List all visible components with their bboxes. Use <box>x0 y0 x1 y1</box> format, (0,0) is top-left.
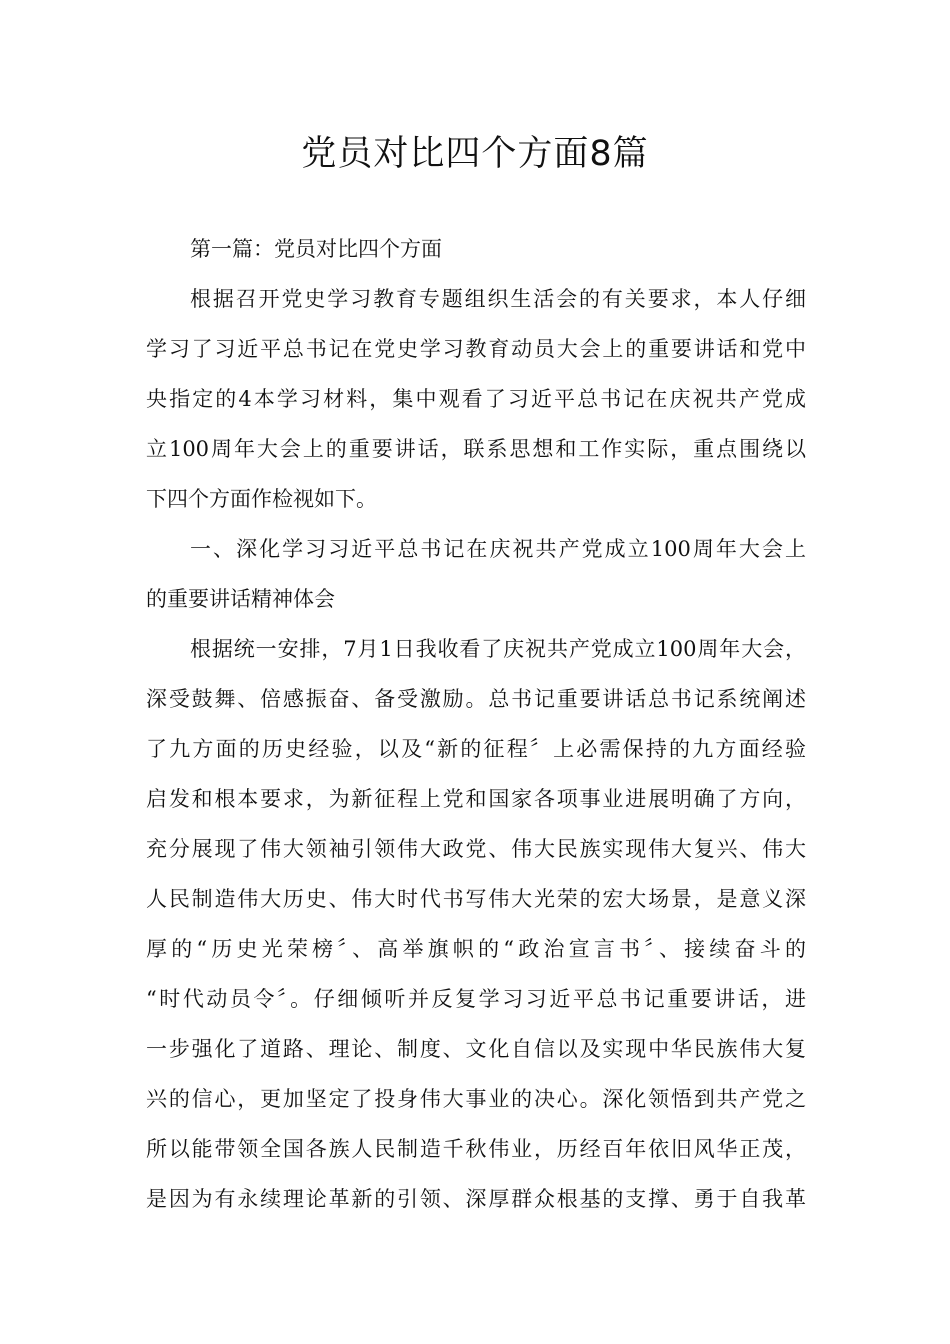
text-line: 厚的“历史光荣榜〞、高举旗帜的“政治宣言书〞、接续奋斗的 <box>146 937 806 961</box>
text-line: 一步强化了道路、理论、制度、文化自信以及实现中华民族伟大复 <box>146 1037 806 1061</box>
text-line: 学习了习近平总书记在党史学习教育动员大会上的重要讲话和党中 <box>146 337 806 361</box>
text-line: 根据统一安排，7月1日我收看了庆祝共产党成立100周年大会， <box>190 637 806 661</box>
text-line: 了九方面的历史经验，以及“新的征程〞上必需保持的九方面经验 <box>146 737 806 761</box>
paragraph-heading-one <box>146 524 806 624</box>
text-line: 根据召开党史学习教育专题组织生活会的有关要求，本人仔细 <box>190 287 806 311</box>
text-line: 启发和根本要求，为新征程上党和国家各项事业进展明确了方向， <box>146 787 806 811</box>
text-line: 央指定的4本学习材料，集中观看了习近平总书记在庆祝共产党成 <box>146 387 806 411</box>
text-line: 深受鼓舞、倍感振奋、备受激励。总书记重要讲话总书记系统阐述 <box>146 687 806 711</box>
text-line: 第一篇：党员对比四个方面 <box>190 237 442 261</box>
text-line: 充分展现了伟大领袖引领伟大政党、伟大民族实现伟大复兴、伟大 <box>146 837 806 861</box>
text-line: 是因为有永续理论革新的引领、深厚群众根基的支撑、勇于自我革 <box>146 1187 806 1211</box>
text-line: “时代动员令〞。仔细倾听并反复学习习近平总书记重要讲话，进 <box>146 987 806 1011</box>
document-title: 党员对比四个方面8篇 <box>301 134 649 174</box>
paragraph-intro <box>146 274 806 524</box>
text-line: 所以能带领全国各族人民制造千秋伟业，历经百年依旧风华正茂， <box>146 1137 806 1161</box>
section-heading <box>146 224 806 274</box>
text-line: 一、深化学习习近平总书记在庆祝共产党成立100周年大会上 <box>190 537 806 561</box>
paragraph-body <box>146 624 806 1224</box>
text-line: 立100周年大会上的重要讲话，联系思想和工作实际，重点围绕以 <box>146 437 806 461</box>
document-body <box>146 224 806 1224</box>
text-line: 的重要讲话精神体会 <box>146 587 335 611</box>
text-line: 下四个方面作检视如下。 <box>146 487 377 511</box>
text-line: 兴的信心，更加坚定了投身伟大事业的决心。深化领悟到共产党之 <box>146 1087 806 1111</box>
text-line: 人民制造伟大历史、伟大时代书写伟大光荣的宏大场景，是意义深 <box>146 887 806 911</box>
